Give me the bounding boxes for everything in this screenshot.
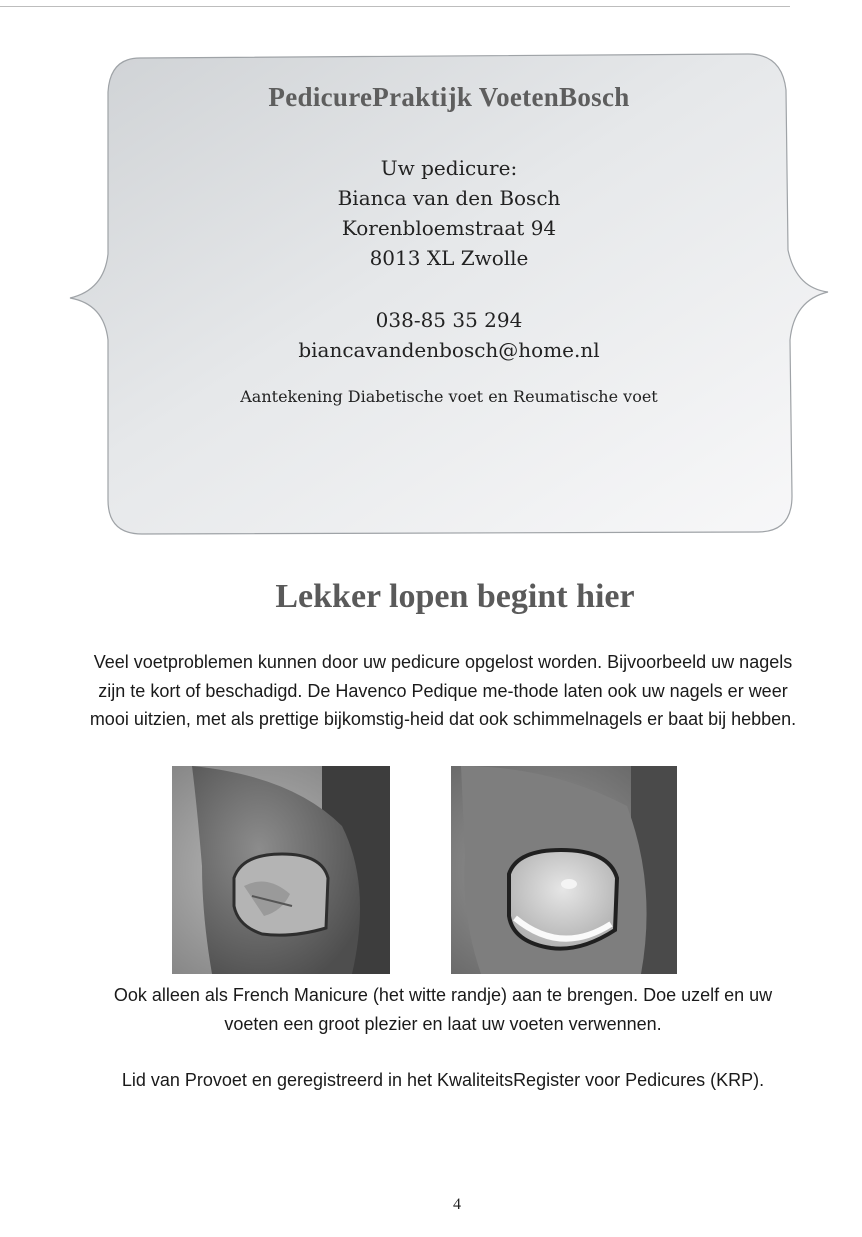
intro-paragraph: Veel voetproblemen kunnen door uw pedicure opgelost worden. Bijvoorbeeld uw nagels zijn te kort of beschadigd. De Havenco Pedique me-thode laten ook uw nagels er weer mooi uitzien, met als prettige bijkomstig-heid dat ook schimmelnagels er baat bij hebben.: [89, 652, 797, 729]
pedicure-name: Bianca van den Bosch: [337, 186, 561, 210]
toenail-after-photo: [451, 766, 677, 974]
toenail-before-photo: [172, 766, 390, 974]
address-city: 8013 XL Zwolle: [369, 246, 529, 270]
pedicure-label: Uw pedicure:: [380, 156, 518, 180]
address-street: Korenbloemstraat 94: [341, 216, 557, 240]
membership-paragraph: Lid van Provoet en geregistreerd in het KwaliteitsRegister voor Pedicures (KRP).: [121, 1070, 765, 1090]
certification-note: Aantekening Diabetische voet en Reumatische voet: [240, 387, 658, 406]
business-card: [108, 60, 790, 406]
phone-number: 038-85 35 294: [375, 308, 523, 332]
french-manicure-paragraph: Ook alleen als French Manicure (het witte randje) aan te brengen. Doe uzelf en uw voeten een groot plezier en laat uw voeten verwennen.: [113, 985, 773, 1034]
email-address: biancavandenbosch@home.nl: [298, 338, 600, 362]
section-heading: Lekker lopen begint hier: [275, 578, 635, 615]
practice-name: PedicurePraktijk VoetenBosch: [268, 82, 630, 112]
page-number: 4: [453, 1196, 461, 1213]
